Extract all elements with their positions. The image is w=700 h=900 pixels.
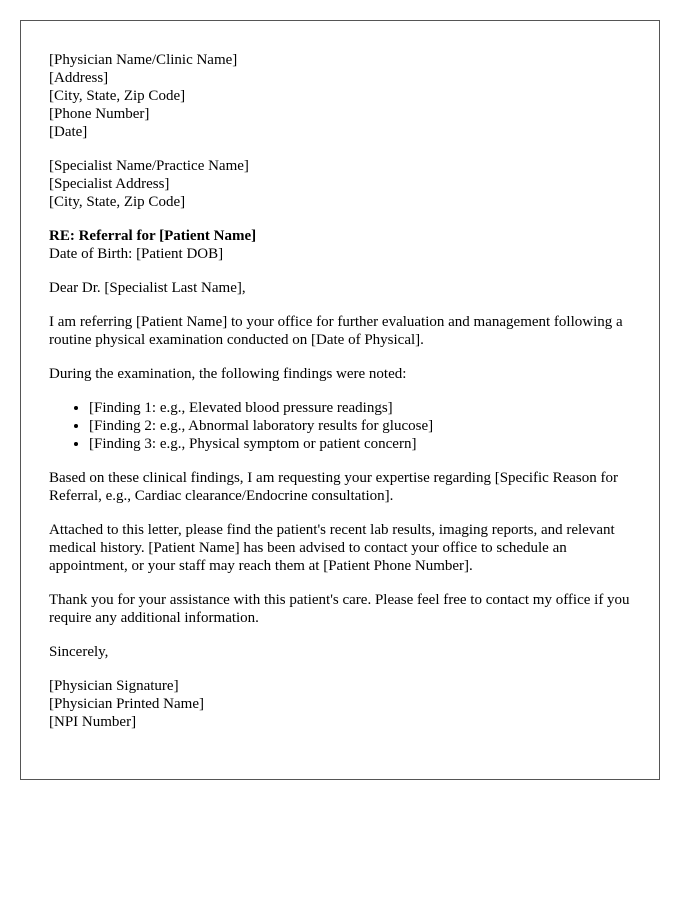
sender-block xyxy=(49,51,631,141)
signature-block xyxy=(49,677,631,731)
finding-item: • [Finding 1: e.g., Elevated blood pressure readings] xyxy=(89,399,631,417)
physician-printed-name: [Physician Printed Name] xyxy=(49,696,204,712)
finding-item: • [Finding 3: e.g., Physical symptom or patient concern] xyxy=(89,435,631,453)
intro-paragraph: I am referring [Patient Name] to your office for further evaluation and management following a routine physical examination conducted on [Date of Physical]. xyxy=(49,314,623,348)
subject-line: RE: Referral for [Patient Name] xyxy=(49,228,257,244)
sender-address: [Address] xyxy=(49,70,109,86)
recipient-address: [Specialist Address] xyxy=(49,176,170,192)
salutation: Dear Dr. [Specialist Last Name], xyxy=(49,280,246,296)
finding-item: • [Finding 2: e.g., Abnormal laboratory results for glucose] xyxy=(89,417,631,435)
sender-name: [Physician Name/Clinic Name] xyxy=(49,52,238,68)
physician-signature: [Physician Signature] xyxy=(49,678,179,694)
request-paragraph: Based on these clinical findings, I am requesting your expertise regarding [Specific Reason for Referral, e.g., Cardiac clearance/Endocrine consultation]. xyxy=(49,470,618,504)
thanks-paragraph: Thank you for your assistance with this patient's care. Please feel free to contact my office if you require any additional information. xyxy=(49,592,630,626)
subject-block xyxy=(49,227,631,263)
recipient-city-state-zip: [City, State, Zip Code] xyxy=(49,194,186,210)
recipient-name: [Specialist Name/Practice Name] xyxy=(49,158,249,174)
findings-list xyxy=(49,399,631,453)
attachments-paragraph: Attached to this letter, please find the patient's recent lab results, imaging reports, and relevant medical history. [Patient Name] has been advised to contact your office to schedule an appointment, or your staff may reach them at [Patient Phone Number]. xyxy=(49,522,615,574)
findings-intro: During the examination, the following findings were noted: xyxy=(49,366,407,382)
referral-letter xyxy=(20,20,660,780)
recipient-block xyxy=(49,157,631,211)
npi-number: [NPI Number] xyxy=(49,714,137,730)
sender-city-state-zip: [City, State, Zip Code] xyxy=(49,88,186,104)
closing: Sincerely, xyxy=(49,644,109,660)
patient-dob-line: Date of Birth: [Patient DOB] xyxy=(49,246,224,262)
letter-date: [Date] xyxy=(49,124,88,140)
sender-phone: [Phone Number] xyxy=(49,106,150,122)
